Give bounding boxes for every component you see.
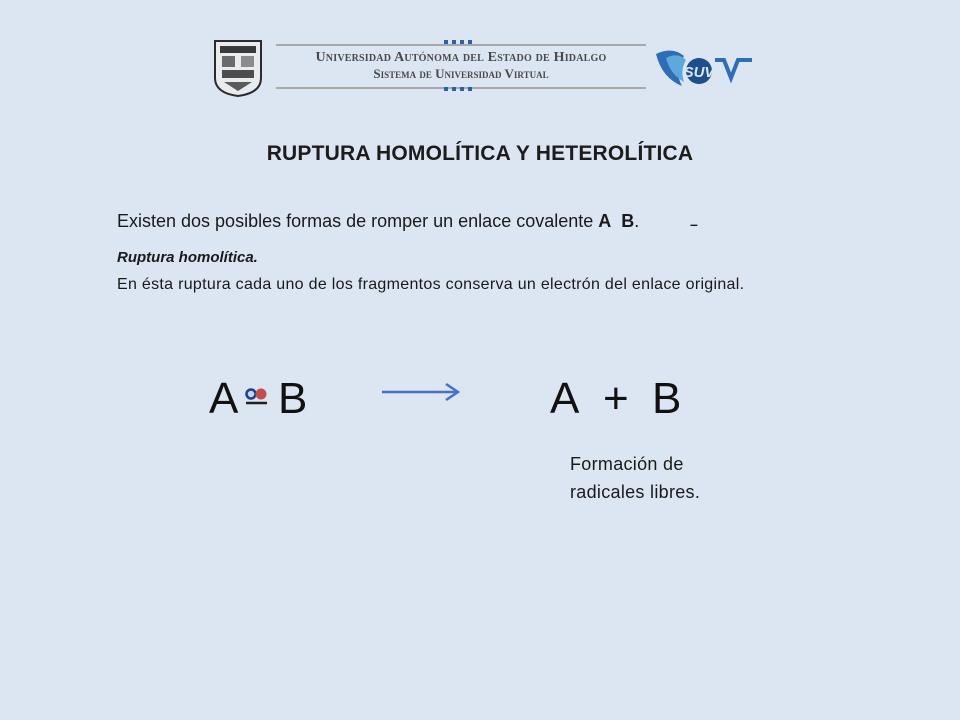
reaction-arrow-icon (380, 380, 462, 404)
uaeh-seal-icon (212, 38, 264, 98)
bond-electrons-icon (240, 384, 274, 412)
product-b: B (652, 374, 682, 423)
intro-atom-a: A (598, 211, 612, 231)
header-logo-strip (0, 0, 960, 120)
band-bottom-dots (444, 87, 472, 91)
intro-prefix: Existen dos posibles formas de romper un enlace covalente (117, 211, 599, 231)
reactant-b: B (278, 374, 308, 423)
slide-title: RUPTURA HOMOLÍTICA Y HETEROLÍTICA (266, 142, 694, 165)
institution-name-band (276, 44, 646, 90)
system-name: Sistema de Universidad Virtual (373, 66, 549, 81)
plus-sign: + (603, 374, 629, 423)
svg-text:SUV: SUV (683, 64, 715, 81)
homolytic-heading: Ruptura homolítica. (117, 249, 258, 266)
reactant-a: A (209, 374, 239, 423)
result-caption: Formación de radicales libres. (570, 454, 701, 502)
intro-suffix: . (634, 211, 640, 231)
product-a: A (550, 374, 580, 423)
intro-atom-b: B (621, 211, 635, 231)
homolytic-description: En ésta ruptura cada uno de los fragmentos conserva un electrón del enlace original. (117, 276, 745, 293)
suv-logo-icon (652, 44, 758, 90)
band-top-rule (276, 44, 646, 46)
covalent-bond-dash: – (690, 216, 698, 232)
university-name: Universidad Autónoma del Estado de Hidalgo (315, 50, 607, 65)
intro-sentence (117, 211, 639, 232)
band-top-dots (444, 40, 472, 44)
